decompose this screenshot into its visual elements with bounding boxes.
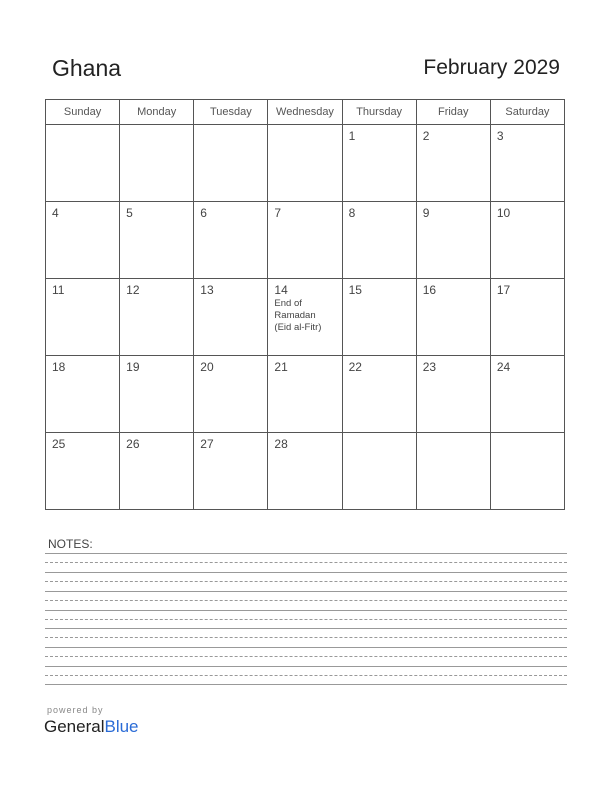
day-cell xyxy=(194,433,268,510)
day-number: 26 xyxy=(126,437,140,451)
powered-by-text: powered by xyxy=(47,705,104,715)
day-number: 13 xyxy=(200,283,214,297)
day-number: 12 xyxy=(126,283,140,297)
day-cell xyxy=(490,279,564,356)
week-row xyxy=(46,356,565,433)
weekday-header: Wednesday xyxy=(268,100,342,125)
day-cell xyxy=(490,202,564,279)
day-cell xyxy=(120,279,194,356)
note-line xyxy=(45,572,567,573)
country-title: Ghana xyxy=(52,55,122,81)
day-cell xyxy=(120,433,194,510)
day-number: 16 xyxy=(422,283,437,297)
holiday-label xyxy=(274,298,341,334)
note-line xyxy=(45,675,567,676)
note-line xyxy=(45,581,567,582)
note-line xyxy=(45,666,567,667)
day-number: 21 xyxy=(274,360,288,374)
day-cell xyxy=(194,356,268,433)
day-cell xyxy=(416,433,490,510)
day-number: 27 xyxy=(200,437,214,451)
weekday-header: Thursday xyxy=(342,100,416,125)
week-row xyxy=(46,279,565,356)
weekday-header: Sunday xyxy=(46,100,120,125)
note-line xyxy=(45,656,567,657)
note-line xyxy=(45,628,567,629)
logo-blue: Blue xyxy=(104,717,139,736)
note-line xyxy=(45,637,567,638)
holiday-line: End of xyxy=(274,298,302,309)
day-cell xyxy=(342,433,416,510)
day-cell xyxy=(342,202,416,279)
day-cell xyxy=(268,125,342,202)
calendar-grid xyxy=(45,99,565,510)
day-number: 10 xyxy=(496,206,511,220)
day-number: 2 xyxy=(422,129,430,143)
day-number: 4 xyxy=(52,206,59,220)
day-cell xyxy=(416,125,490,202)
day-cell xyxy=(46,433,120,510)
day-cell xyxy=(490,356,564,433)
day-number: 22 xyxy=(348,360,362,374)
day-cell xyxy=(268,356,342,433)
day-cell xyxy=(268,433,342,510)
day-number: 3 xyxy=(496,129,504,143)
day-cell xyxy=(342,125,416,202)
day-cell xyxy=(46,279,120,356)
note-line xyxy=(45,600,567,601)
day-number: 6 xyxy=(200,206,207,220)
generalblue-logo xyxy=(44,717,139,737)
note-line xyxy=(45,591,567,592)
note-line xyxy=(45,684,567,685)
day-number: 19 xyxy=(126,360,140,374)
holiday-line: Ramadan xyxy=(274,310,316,321)
day-cell xyxy=(120,356,194,433)
day-number: 24 xyxy=(496,360,511,374)
weekday-header: Saturday xyxy=(490,100,564,125)
day-number: 17 xyxy=(496,283,511,297)
note-line xyxy=(45,647,567,648)
day-cell xyxy=(490,125,564,202)
day-number: 20 xyxy=(200,360,214,374)
day-cell xyxy=(416,202,490,279)
day-number: 25 xyxy=(52,437,66,451)
note-line xyxy=(45,619,567,620)
day-cell xyxy=(46,125,120,202)
day-number: 23 xyxy=(422,360,437,374)
day-cell xyxy=(194,125,268,202)
day-cell xyxy=(46,202,120,279)
day-cell xyxy=(268,202,342,279)
week-row xyxy=(46,433,565,510)
day-number: 1 xyxy=(348,129,356,143)
day-cell xyxy=(120,125,194,202)
day-number: 18 xyxy=(52,360,66,374)
day-cell xyxy=(490,433,564,510)
note-line xyxy=(45,553,567,554)
day-number: 7 xyxy=(274,206,282,220)
day-number: 9 xyxy=(422,206,430,220)
day-cell xyxy=(342,279,416,356)
weekday-header: Monday xyxy=(120,100,194,125)
week-row xyxy=(46,202,565,279)
day-cell xyxy=(268,279,342,356)
weekday-header: Friday xyxy=(416,100,490,125)
day-cell xyxy=(194,279,268,356)
note-line xyxy=(45,562,567,563)
day-cell xyxy=(416,356,490,433)
day-cell xyxy=(342,356,416,433)
weekday-header-row xyxy=(46,100,565,125)
day-cell xyxy=(194,202,268,279)
month-year-title: February 2029 xyxy=(423,56,560,79)
day-number: 14 xyxy=(274,283,288,297)
day-cell xyxy=(416,279,490,356)
day-cell xyxy=(46,356,120,433)
week-row xyxy=(46,125,565,202)
day-number: 15 xyxy=(348,283,362,297)
day-number: 5 xyxy=(126,206,133,220)
day-number: 28 xyxy=(274,437,288,451)
day-number: 8 xyxy=(348,206,356,220)
day-cell xyxy=(120,202,194,279)
logo-general: General xyxy=(44,717,105,736)
day-number: 11 xyxy=(52,283,65,297)
notes-label: NOTES: xyxy=(48,537,93,551)
holiday-line: (Eid al-Fitr) xyxy=(274,322,322,333)
note-line xyxy=(45,610,567,611)
weekday-header: Tuesday xyxy=(194,100,268,125)
